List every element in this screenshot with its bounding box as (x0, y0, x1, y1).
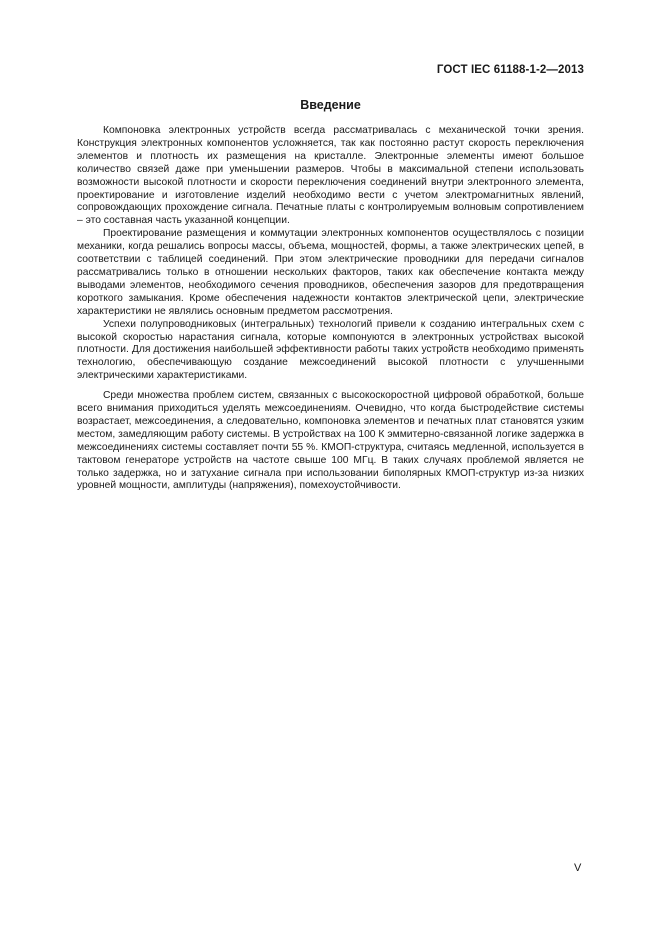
paragraph-2: Проектирование размещения и коммутации электронных компонентов осуществлялось с позиции механики, когда решались вопросы массы, объема, мощностей, формы, а также электрических цепей, в соответствии с таблицей соединений. При этом электрические проводники для передачи сигналов рассматривались только в отношении нескольких факторов, таких как обеспечение контакта между выводами элементов, необходимого сечения проводников, обеспечения зазоров для предотвращения короткого замыкания. Кроме обеспечения надежности контактов электрической цепи, электрические характеристики не являлись основным предметом рассмотрения. (77, 228, 584, 317)
standard-code: ГОСТ IEC 61188-1-2—2013 (436, 64, 584, 76)
paragraph-1: Компоновка электронных устройств всегда рассматривалась с механической точки зрения. Конструкция электронных компонентов усложняется, так как постоянно растут скорость переключения элементов и плотность их размещения на кристалле. Электронные элементы имеют большое количество связей даже при уменьшении размеров. Чтобы в максимальной степени использовать возможности высокой плотности и скорости переключения соединений внутри электронного элемента, проектирование и изготовление изделий необходимо вести с учетом электромагнитных явлений, сопровождающих прохождение сигнала. Печатные платы с контролируемым волновым сопротивлением – это составная часть указанной концепции. (77, 125, 584, 227)
section-body (77, 125, 584, 493)
section-title: Введение (300, 98, 361, 112)
paragraph-4: Среди множества проблем систем, связанных с высокоскоростной цифровой обработкой, больше всего внимания приходиться уделять межсоединениям. Очевидно, что когда быстродействие системы возрастает, межсоединения, а следовательно, компоновка элементов и печатных плат становятся узким местом, замедляющим работу системы. В устройствах на 100 К эммитерно-связанной логике задержка в межсоединениях системы составляет почти 55 %. КМОП-структура, считаясь медленной, используется в тактовом генераторе устройств на частоте свыше 100 МГц. В таких случаях проблемой является не только задержка, но и затухание сигнала при использовании биполярных КМОП-структур из-за низких уровней мощности, амплитуды (напряжения), помехоустойчивости. (77, 390, 584, 492)
paragraph-3: Успехи полупроводниковых (интегральных) технологий привели к созданию интегральных схем с высокой скоростью нарастания сигнала, которые компонуются в электронных устройствах высокой плотности. Для достижения наибольшей эффективности работы таких устройств необходимо применять технологию, обеспечивающую создание межсоединений высокой плотности с улучшенными электрическими характеристиками. (77, 318, 584, 382)
page-number: V (574, 862, 582, 874)
